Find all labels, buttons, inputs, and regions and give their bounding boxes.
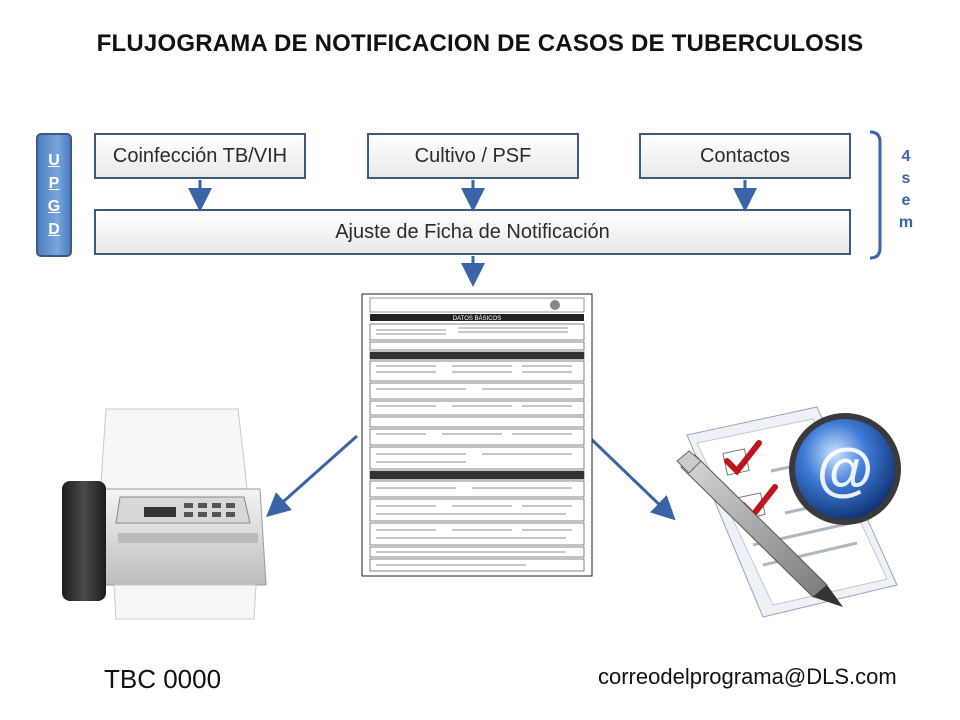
sem-letter: e bbox=[901, 192, 911, 209]
form-header: DATOS BÁSICOS bbox=[452, 316, 502, 322]
sem-letter: m bbox=[898, 214, 914, 231]
fax-number: TBC 0000 bbox=[104, 664, 222, 694]
notification-form-image bbox=[362, 294, 592, 576]
arrow-to-email bbox=[588, 436, 667, 512]
contactos-label: Contactos bbox=[699, 144, 791, 167]
ajuste-label: Ajuste de Ficha de Notificación bbox=[335, 220, 610, 243]
arrow-to-fax bbox=[275, 436, 357, 509]
fax-machine-icon bbox=[58, 405, 273, 630]
email-checklist-icon bbox=[667, 395, 917, 635]
sem-letter: s bbox=[901, 170, 911, 187]
sem-letter: 4 bbox=[901, 148, 911, 165]
cultivo-label: Cultivo / PSF bbox=[414, 144, 532, 167]
program-email: correodelprograma@DLS.com bbox=[598, 664, 897, 689]
upgd-letter: G bbox=[47, 198, 61, 215]
coinfeccion-label: Coinfección TB/VIH bbox=[112, 144, 288, 167]
upgd-letter: D bbox=[48, 221, 60, 238]
upgd-letter: P bbox=[48, 175, 60, 192]
upgd-letter: U bbox=[48, 152, 60, 169]
page-title: FLUJOGRAMA DE NOTIFICACION DE CASOS DE TUBERCULOSIS bbox=[96, 30, 864, 57]
svg-text:@: @ bbox=[816, 437, 874, 502]
